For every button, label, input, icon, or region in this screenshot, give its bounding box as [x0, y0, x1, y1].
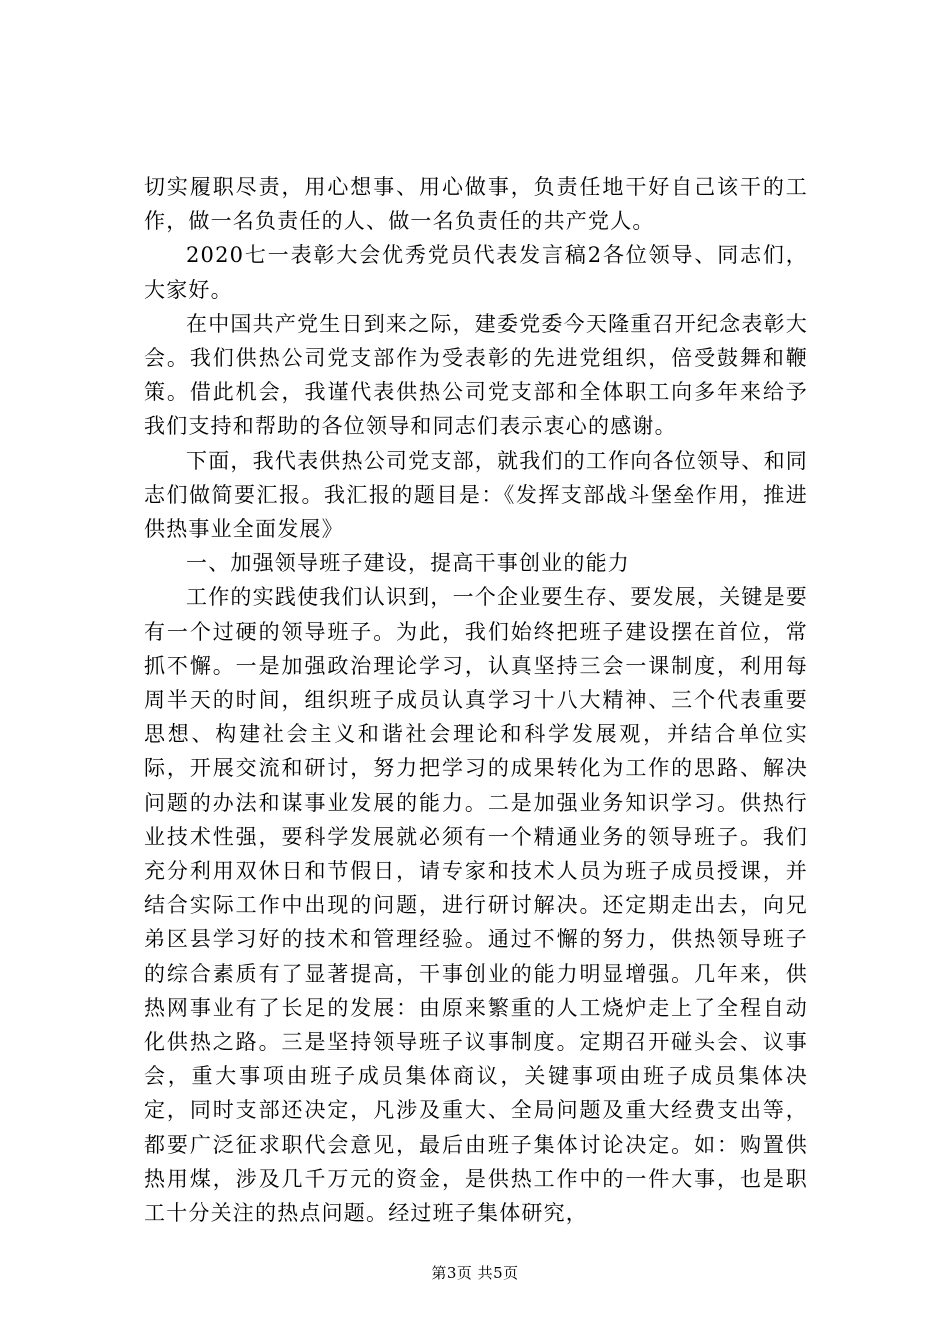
paragraph: 工作的实践使我们认识到，一个企业要生存、要发展，关键是要有一个过硬的领导班子。为此，我们始终把班子建设摆在首位，常抓不懈。一是加强政治理论学习，认真坚持三会一课制度，利用每周半天的时间，组织班子成员认真学习十八大精神、三个代表重要思想、构建社会主义和谐社会理论和科学发展观，并结合单位实际，开展交流和研讨，努力把学习的成果转化为工作的思路、解决问题的办法和谋事业发展的能力。二是加强业务知识学习。供热行业技术性强，要科学发展就必须有一个精通业务的领导班子。我们充分利用双休日和节假日，请专家和技术人员为班子成员授课，并结合实际工作中出现的问题，进行研讨解决。还定期走出去，向兄弟区县学习好的技术和管理经验。通过不懈的努力，供热领导班子的综合素质有了显著提高，干事创业的能力明显增强。几年来，供热网事业有了长足的发展：由原来繁重的人工烧炉走上了全程自动化供热之路。三是坚持领导班子议事制度。定期召开碰头会、议事会，重大事项由班子成员集体商议，关键事项由班子成员集体决定，同时支部还决定，凡涉及重大、全局问题及重大经费支出等，都要广泛征求职代会意见，最后由班子集体讨论决定。如：购置供热用煤，涉及几千万元的资金，是供热工作中的一件大事，也是职工十分关注的热点问题。经过班子集体研究， [144, 585, 808, 1226]
paragraph: 切实履职尽责，用心想事、用心做事，负责任地干好自己该干的工作，做一名负责任的人、做一名负责任的共产党人。 [144, 175, 808, 234]
page-number-footer: 第3页 共5页 [431, 1264, 519, 1282]
document-body [144, 170, 808, 1230]
paragraph: 2020七一表彰大会优秀党员代表发言稿2各位领导、同志们，大家好。 [144, 243, 808, 302]
paragraph: 下面，我代表供热公司党支部，就我们的工作向各位领导、和同志们做简要汇报。我汇报的题目是：《发挥支部战斗堡垒作用，推进供热事业全面发展》 [144, 448, 808, 542]
paragraph: 在中国共产党生日到来之际，建委党委今天隆重召开纪念表彰大会。我们供热公司党支部作为受表彰的先进党组织，倍受鼓舞和鞭策。借此机会，我谨代表供热公司党支部和全体职工向多年来给予我们支持和帮助的各位领导和同志们表示衷心的感谢。 [144, 311, 808, 439]
section-heading: 一、加强领导班子建设，提高干事创业的能力 [186, 551, 630, 576]
